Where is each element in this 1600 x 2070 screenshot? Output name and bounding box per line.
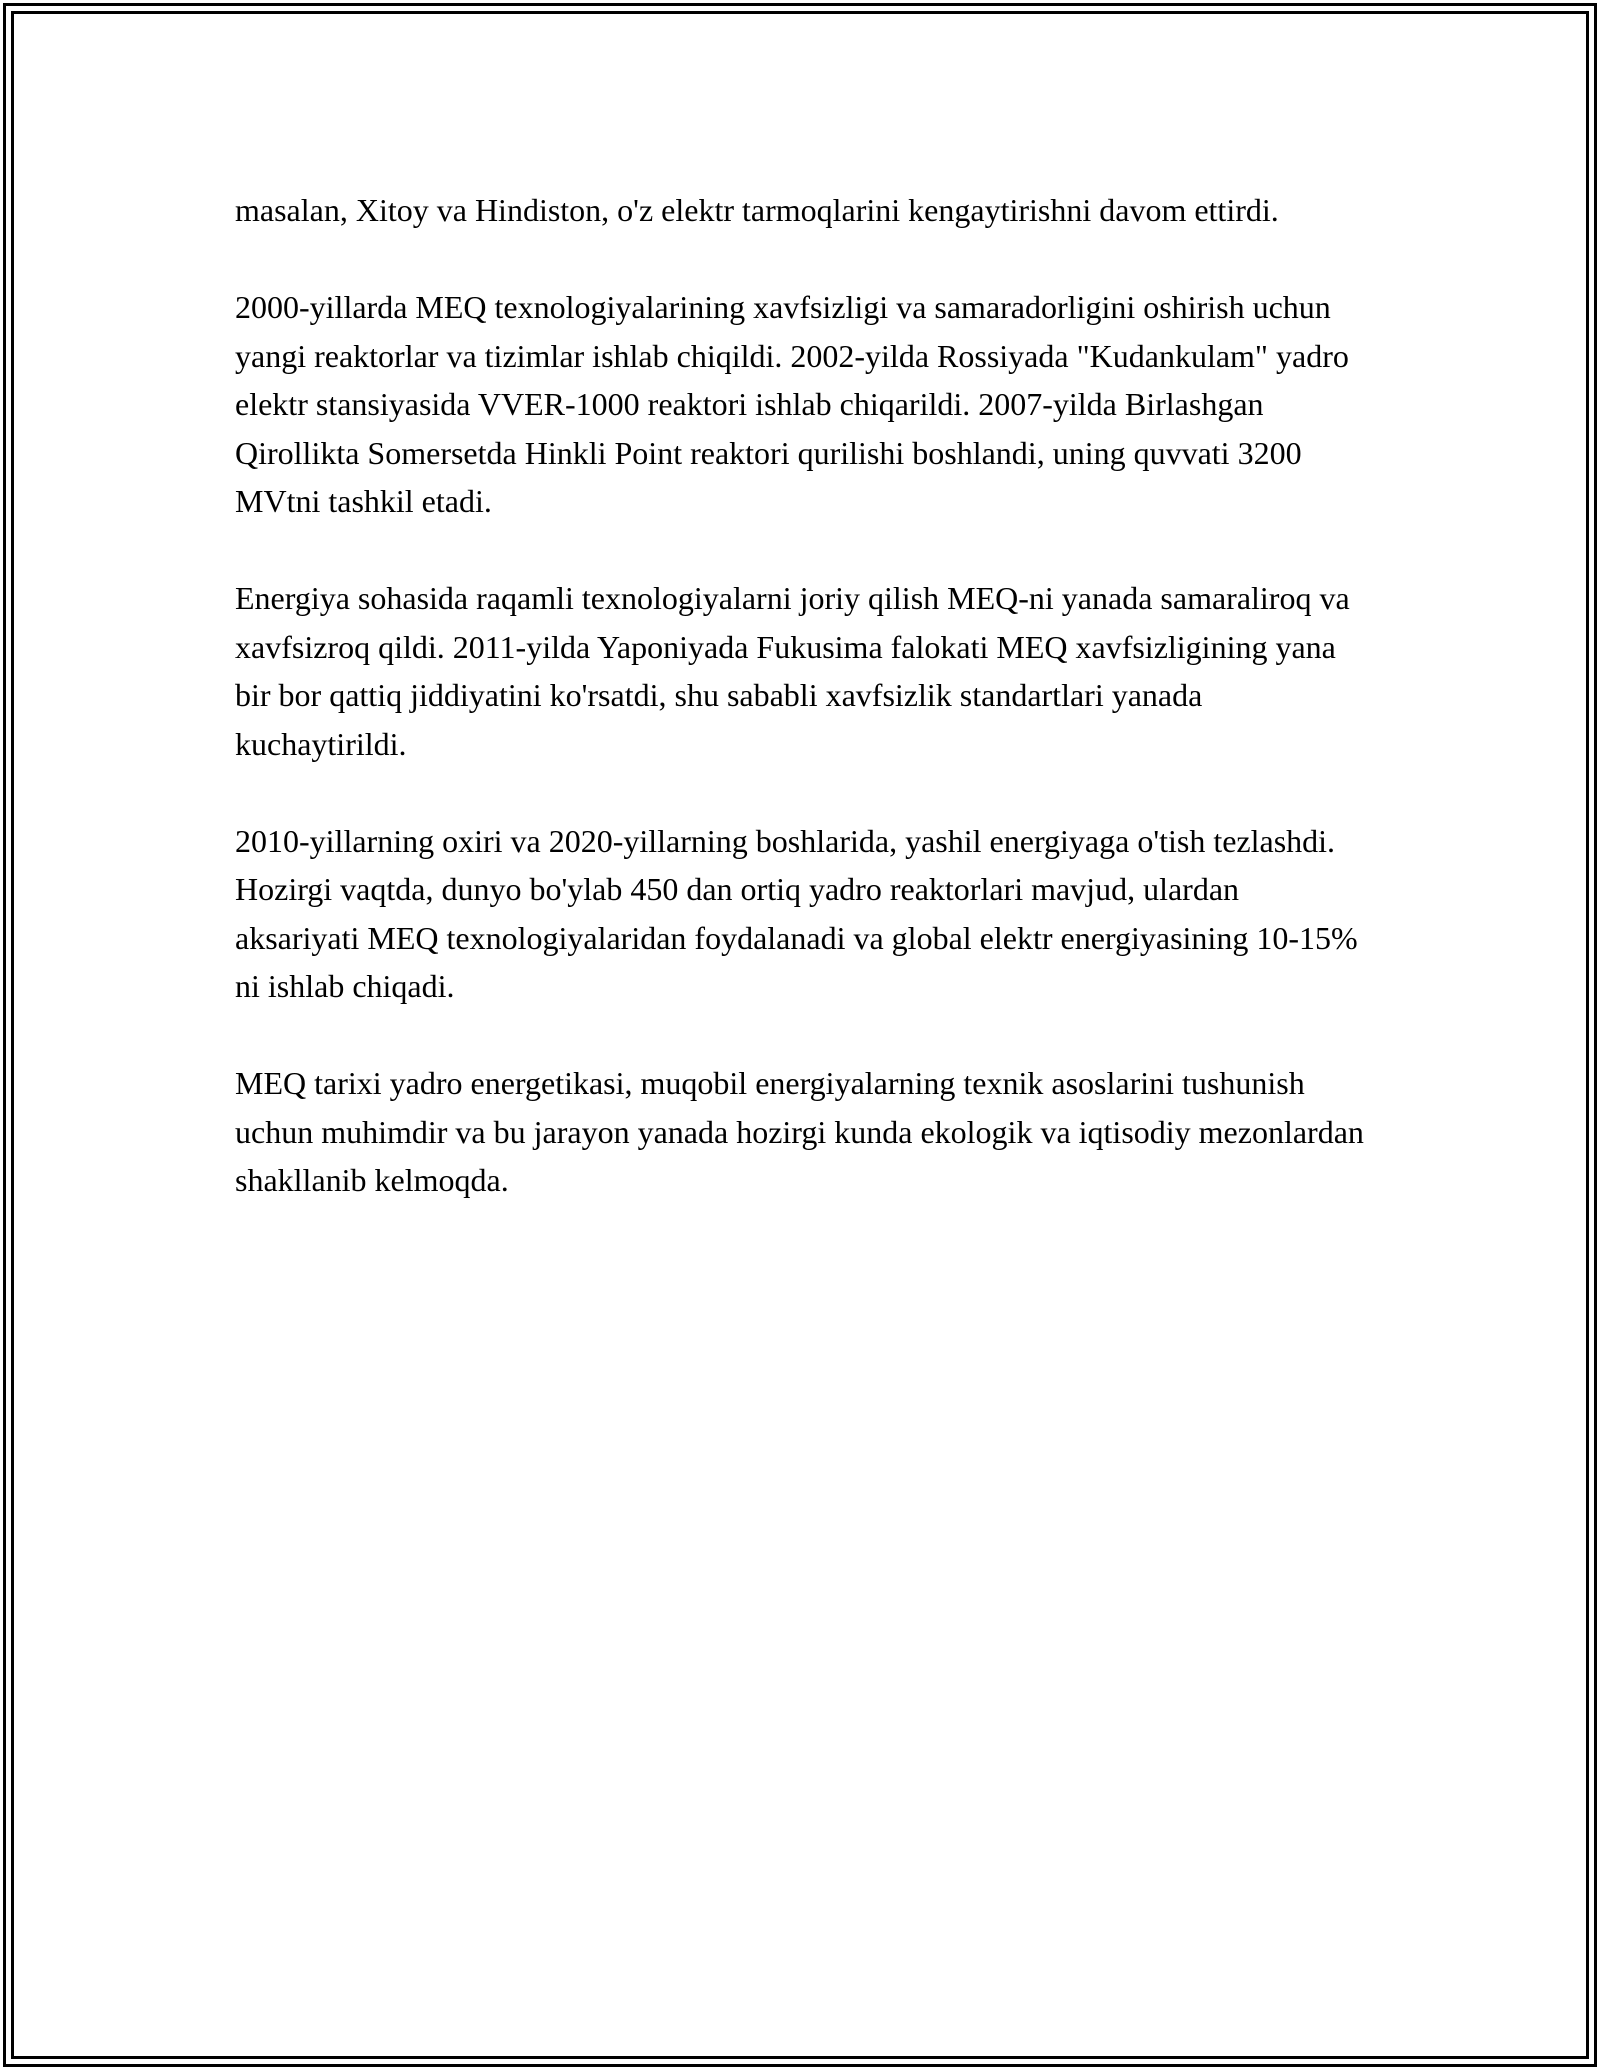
paragraph: Energiya sohasida raqamli texnologiyalarni joriy qilish MEQ-ni yanada samaraliroq va xavfsizroq qildi. 2011-yilda Yaponiyada Fukusima falokati MEQ xavfsizligining yana bir bor qattiq jiddiyatini ko'rsatdi, shu sababli xavfsizlik standartlari yanada kuchaytirildi. (235, 580, 1350, 762)
paragraph: 2010-yillarning oxiri va 2020-yillarning boshlarida, yashil energiyaga o'tish tezlashdi. Hozirgi vaqtda, dunyo bo'ylab 450 dan ortiq yadro reaktorlari mavjud, ulardan aksariyati MEQ texnologiyalaridan foydalanadi va global elektr energiyasining 10-15% ni ishlab chiqadi. (235, 822, 1358, 1004)
paragraph: 2000-yillarda MEQ texnologiyalarining xavfsizligi va samaradorligini oshirish uchun yangi reaktorlar va tizimlar ishlab chiqildi. 2002-yilda Rossiyada "Kudankulam" yadro elektr stansiyasida VVER-1000 reaktori ishlab chiqarildi. 2007-yilda Birlashgan Qirollikta Somersetda Hinkli Point reaktori qurilishi boshlandi, uning quvvati 3200 MVtni tashkil etadi. (235, 289, 1349, 519)
document-body (235, 186, 1365, 1253)
paragraph: masalan, Xitoy va Hindiston, o'z elektr tarmoqlarini kengaytirishni davom ettirdi. (235, 192, 1279, 228)
paragraph: MEQ tarixi yadro energetikasi, muqobil energiyalarning texnik asoslarini tushunish uchun muhimdir va bu jarayon yanada hozirgi kunda ekologik va iqtisodiy mezonlardan shakllanib kelmoqda. (235, 1065, 1364, 1198)
